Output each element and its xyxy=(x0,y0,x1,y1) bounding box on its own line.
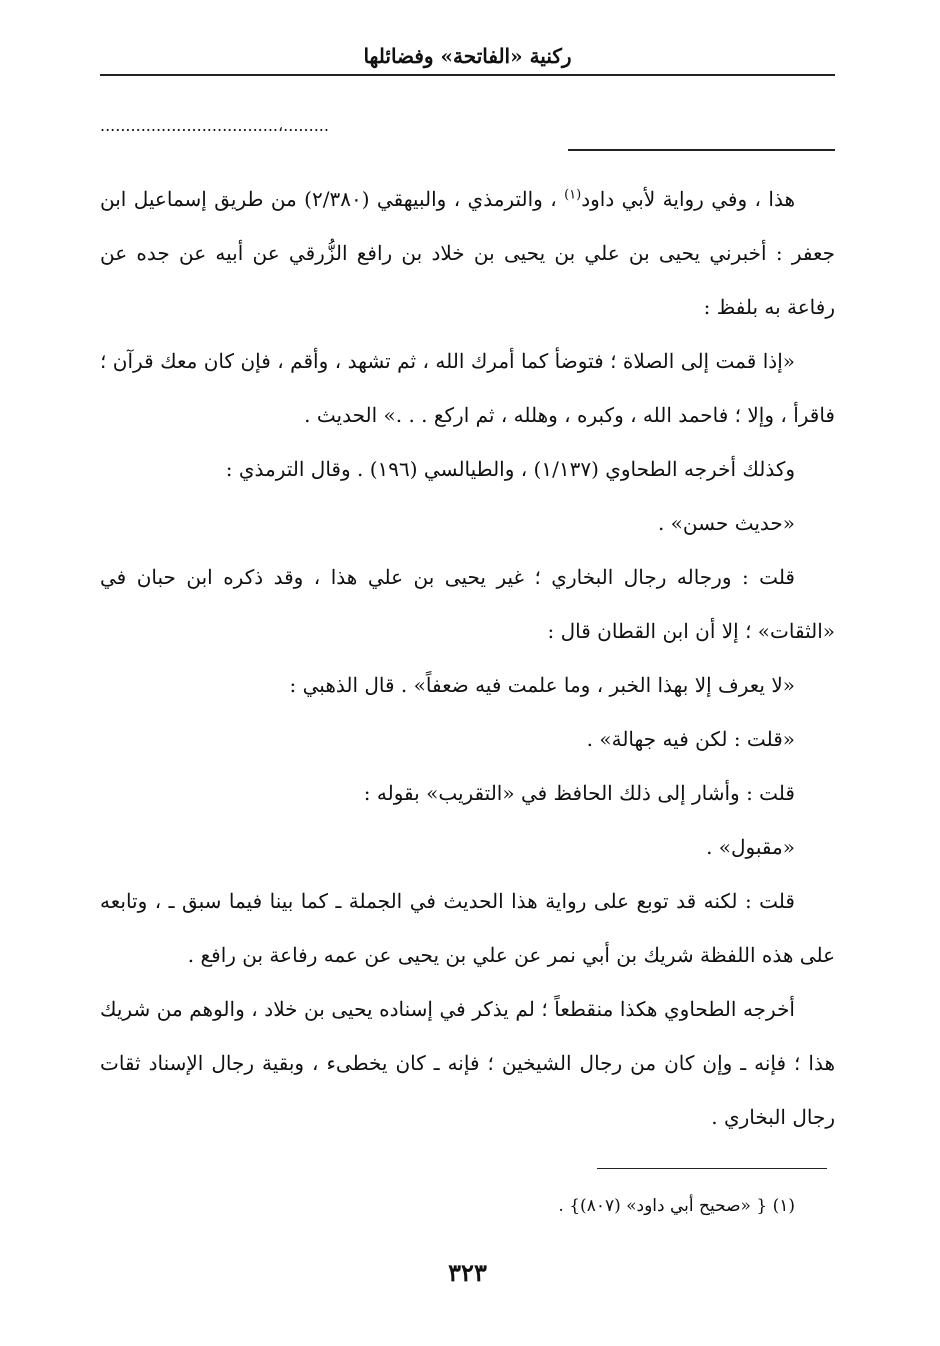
omission-dots: ...................................،......... xyxy=(100,116,329,135)
paragraph-corroboration: قلت : لكنه قد توبع على رواية هذا الحديث في الجملة ـ كما بينا فيما سبق ـ ، وتابعه على هذه اللفظة شريك بن أبي نمر عن علي بن يحيى عن عمه رفاعة بن رافع . xyxy=(100,889,835,967)
paragraph-text: ، والترمذي ، والبيهقي (٢/٣٨٠) من طريق إسماعيل ابن جعفر : أخبرني يحيى بن علي بن يحيى بن خلاد بن رافع الزُّرقي عن أبيه عن جده عن رفاعة به بلفظ : xyxy=(100,187,835,319)
footnote-rule xyxy=(597,1168,827,1169)
paragraph-narrators-note: قلت : ورجاله رجال البخاري ؛ غير يحيى بن علي هذا ، وقد ذكره ابن حبان في «الثقات» ؛ إلا أن ابن القطان قال : xyxy=(100,565,835,643)
paragraph-text: هذا ، وفي رواية لأبي داود xyxy=(581,187,795,211)
paragraph-sharik-analysis: أخرجه الطحاوي هكذا منقطعاً ؛ لم يذكر في إسناده يحيى بن خلاد ، والوهم من شريك هذا ؛ فإنه ـ وإن كان من رجال الشيخين ؛ فإنه ـ كان يخطىء ، وبقية رجال الإسناد ثقات رجال البخاري . xyxy=(100,997,835,1129)
paragraph-hadith-quote: «إذا قمت إلى الصلاة ؛ فتوضأ كما أمرك الله ، ثم تشهد ، وأقم ، فإن كان معك قرآن ؛ فاقرأ ، وإلا ؛ فاحمد الله ، وكبره ، وهلله ، ثم اركع . . .» الحديث . xyxy=(100,349,835,427)
footnote-1: (١) { «صحيح أبي داود» (٨٠٧)} . xyxy=(558,1196,795,1216)
section-rule xyxy=(568,149,835,151)
running-head-title: ركنية «الفاتحة» وفضائلها xyxy=(363,44,572,68)
body-text xyxy=(100,172,835,1144)
paragraph-taqrib-note: قلت : وأشار إلى ذلك الحافظ في «التقريب» بقوله : xyxy=(363,781,795,805)
paragraph-takhrij-tahawi: وكذلك أخرجه الطحاوي (١/١٣٧) ، والطيالسي (١٩٦) . وقال الترمذي : xyxy=(225,457,795,481)
page-number: ٣٢٣ xyxy=(448,1258,487,1287)
paragraph-maqbul: «مقبول» . xyxy=(706,835,795,859)
paragraph-ibn-qattan-quote: «لا يعرف إلا بهذا الخبر ، وما علمت فيه ضعفاً» . قال الذهبي : xyxy=(289,673,795,697)
footnote-marker: (١) xyxy=(564,187,582,203)
header-rule xyxy=(100,74,835,76)
paragraph-abu-dawud-narration xyxy=(100,172,835,334)
paragraph-tirmidhi-grade: «حديث حسن» . xyxy=(657,511,795,535)
paragraph-dhahabi-quote: «قلت : لكن فيه جهالة» . xyxy=(586,727,795,751)
